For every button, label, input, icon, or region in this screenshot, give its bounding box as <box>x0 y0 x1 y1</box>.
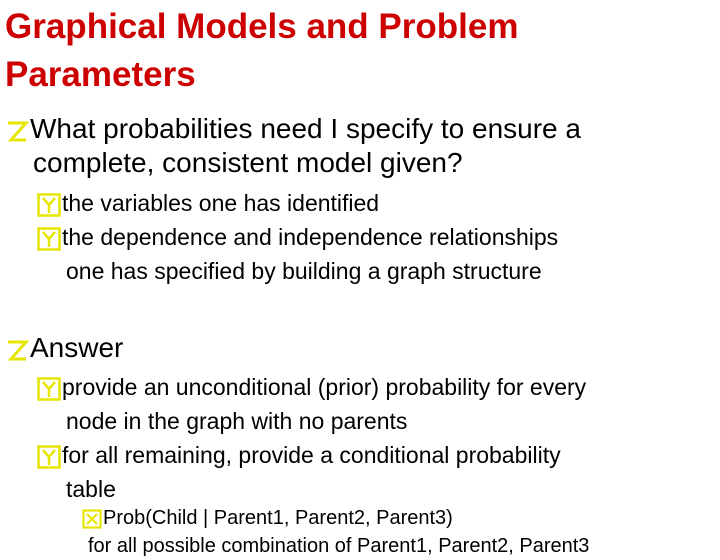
y-box-bullet-icon <box>37 227 61 251</box>
bullet-question <box>5 112 581 180</box>
bullet-prior <box>37 370 586 438</box>
bullet-dependence-text: the dependence and independence relationships <box>62 224 559 250</box>
bullet-question-continuation: complete, consistent model given? <box>33 147 463 178</box>
y-box-bullet-icon <box>37 193 61 217</box>
bullet-prob-table <box>82 504 589 560</box>
bullet-prior-text: provide an unconditional (prior) probability for every <box>62 374 587 400</box>
bullet-dependence <box>37 220 558 288</box>
bullet-variables-text: the variables one has identified <box>62 190 380 216</box>
bullet-prior-continuation: node in the graph with no parents <box>66 408 408 434</box>
y-box-bullet-icon <box>37 377 61 401</box>
y-box-bullet-icon <box>37 445 61 469</box>
bullet-conditional <box>37 438 561 506</box>
bullet-prob-table-continuation: for all possible combination of Parent1, Parent2, Parent3 <box>88 535 590 557</box>
bullet-prob-table-text: Prob(Child | Parent1, Parent2, Parent3) <box>103 507 453 529</box>
bullet-answer-text: Answer <box>30 332 124 363</box>
bullet-variables <box>37 186 379 220</box>
bullet-conditional-continuation: table <box>66 476 116 502</box>
z-bullet-icon <box>5 338 29 362</box>
bullet-answer <box>5 331 123 365</box>
bullet-conditional-text: for all remaining, provide a conditional probability <box>62 442 561 468</box>
z-bullet-icon <box>5 119 29 143</box>
slide-title: Graphical Models and Problem Parameters <box>5 7 519 94</box>
bullet-dependence-continuation: one has specified by building a graph structure <box>66 258 542 284</box>
bullet-question-text: What probabilities need I specify to ensure a <box>30 113 581 144</box>
x-box-bullet-icon <box>82 509 102 529</box>
